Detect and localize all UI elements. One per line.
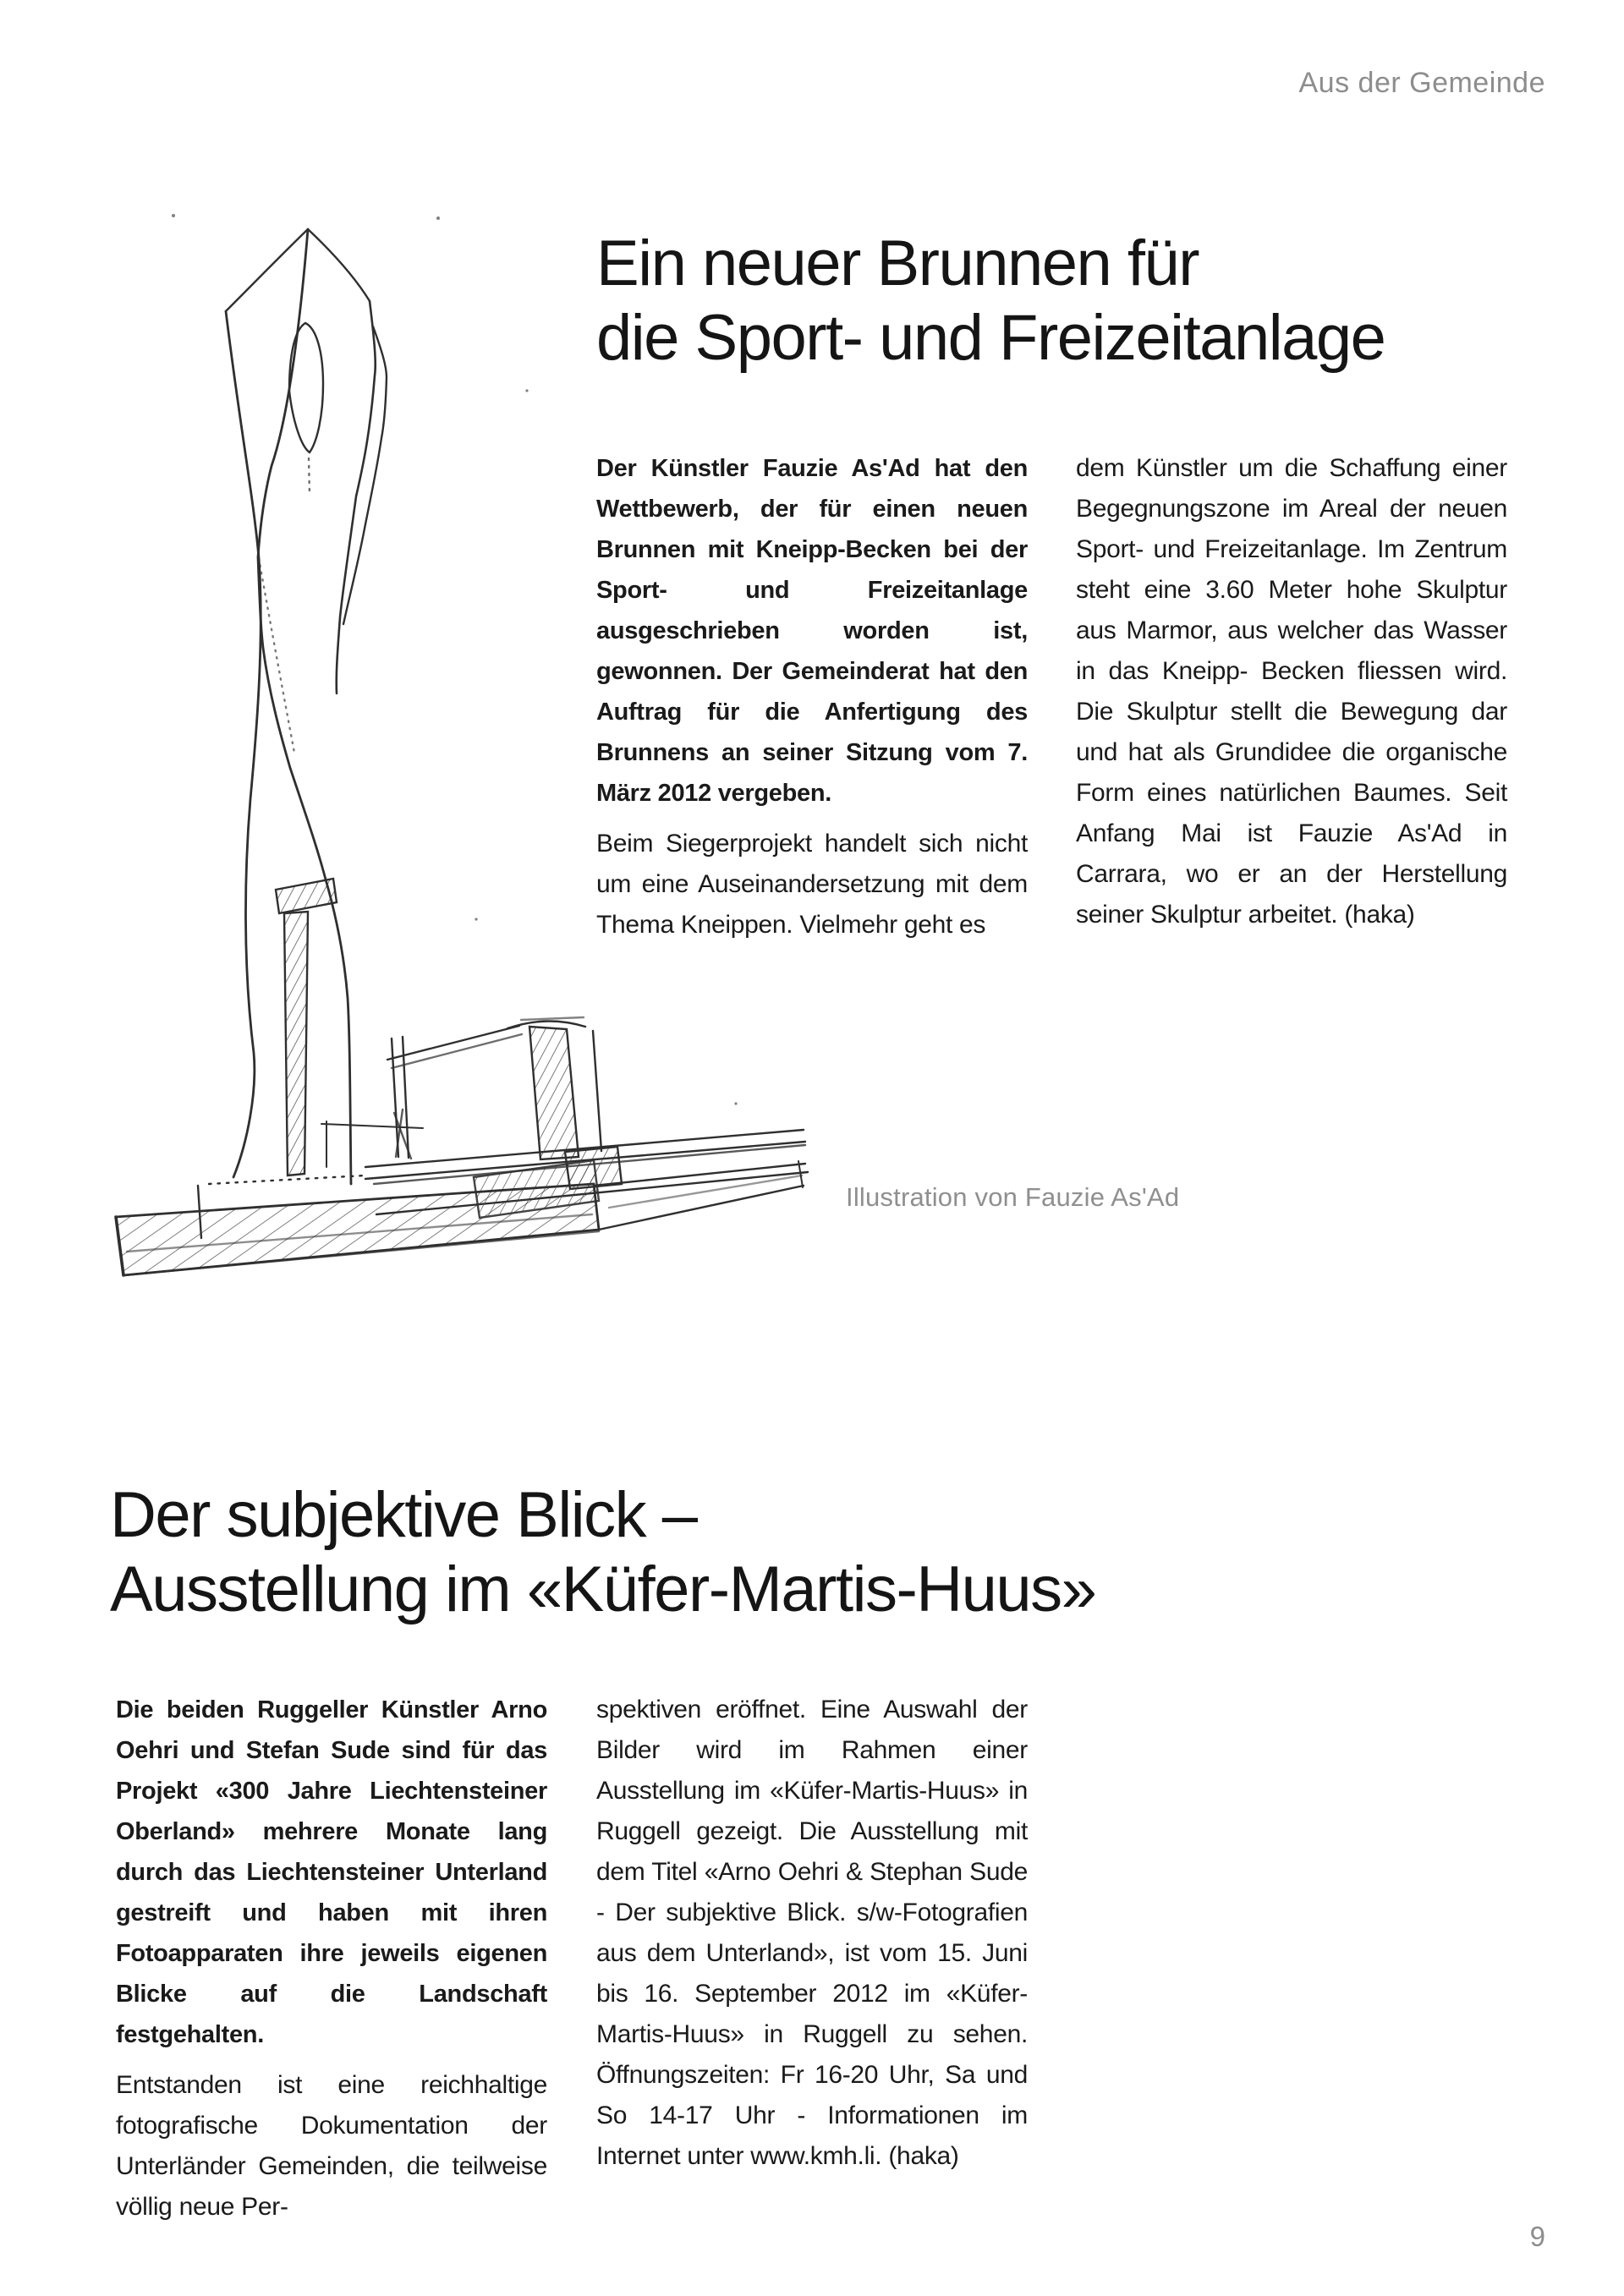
article1-column2-text: dem Künstler um die Schaffung einer Begegnungszone im Areal der neuen Sport- und Freizeitanlage. Im Zentrum steht eine 3.60 Meter hohe Skulptur aus Marmor, aus welcher das Wasser in das Kneipp- Becken fliessen wird. Die Skulptur stellt die Bewegung dar und hat als Grundidee die organische Form eines natürlichen Baumes. Seit Anfang Mai ist Fauzie As'Ad in Carrara, wo er an der Herstellung seiner Skulptur arbeitet. (haka)	[1076, 454, 1507, 929]
article2-title-line1: Der subjektive Blick –	[110, 1479, 697, 1551]
article2-title-line2: Ausstellung im «Küfer-Martis-Huus»	[110, 1553, 1096, 1625]
section-header: Aus der Gemeinde	[1298, 67, 1545, 99]
article2-column1	[116, 1690, 547, 2228]
article2-column2	[596, 1690, 1028, 2177]
article1-column2	[1076, 448, 1507, 935]
page-number: 9	[1529, 2221, 1545, 2252]
article1-lead-paragraph: Der Künstler Fauzie As'Ad hat den Wettbewerb, der für einen neuen Brunnen mit Kneipp-Becken bei der Sport- und Freizeitanlage ausgeschrieben worden ist, gewonnen. Der Gemeinderat hat den Auftrag für die Anfertigung des Brunnens an seiner Sitzung vom 7. März 2012 vergeben.	[596, 455, 1028, 807]
illustration-caption: Illustration von Fauzie As'Ad	[846, 1182, 1180, 1212]
article1-title-line1: Ein neuer Brunnen für	[596, 227, 1199, 299]
article2-paragraph2: Entstanden ist eine reichhaltige fotografische Dokumentation der Unterländer Gemeinden, die teilweise völlig neue Per-	[116, 2071, 547, 2221]
article1-title-line2: die Sport- und Freizeitanlage	[596, 302, 1385, 374]
article1-column1	[596, 448, 1028, 945]
article1-paragraph2: Beim Siegerprojekt handelt sich nicht um eine Auseinandersetzung mit dem Thema Kneippen. Vielmehr geht es	[596, 830, 1028, 939]
article1-title	[596, 227, 1385, 375]
article2-lead-paragraph: Die beiden Ruggeller Künstler Arno Oehri und Stefan Sude sind für das Projekt «300 Jahre Liechtensteiner Oberland» mehrere Monate lang durch das Liechtensteiner Unterland gestreift und haben mit ihren Fotoapparaten ihre jeweils eigenen Blicke auf die Landschaft festgehalten.	[116, 1696, 547, 2048]
article2-title	[110, 1478, 1095, 1627]
article2-column2-text: spektiven eröffnet. Eine Auswahl der Bilder wird im Rahmen einer Ausstellung im «Küfer-Martis-Huus» in Ruggell gezeigt. Die Ausstellung mit dem Titel «Arno Oehri & Stephan Sude - Der subjektive Blick. s/w-Fotografien aus dem Unterland», ist vom 15. Juni bis 16. September 2012 im «Küfer-Martis-Huus» in Ruggell zu sehen. Öffnungszeiten: Fr 16-20 Uhr, Sa und So 14-17 Uhr - Informationen im Internet unter www.kmh.li. (haka)	[596, 1696, 1028, 2170]
